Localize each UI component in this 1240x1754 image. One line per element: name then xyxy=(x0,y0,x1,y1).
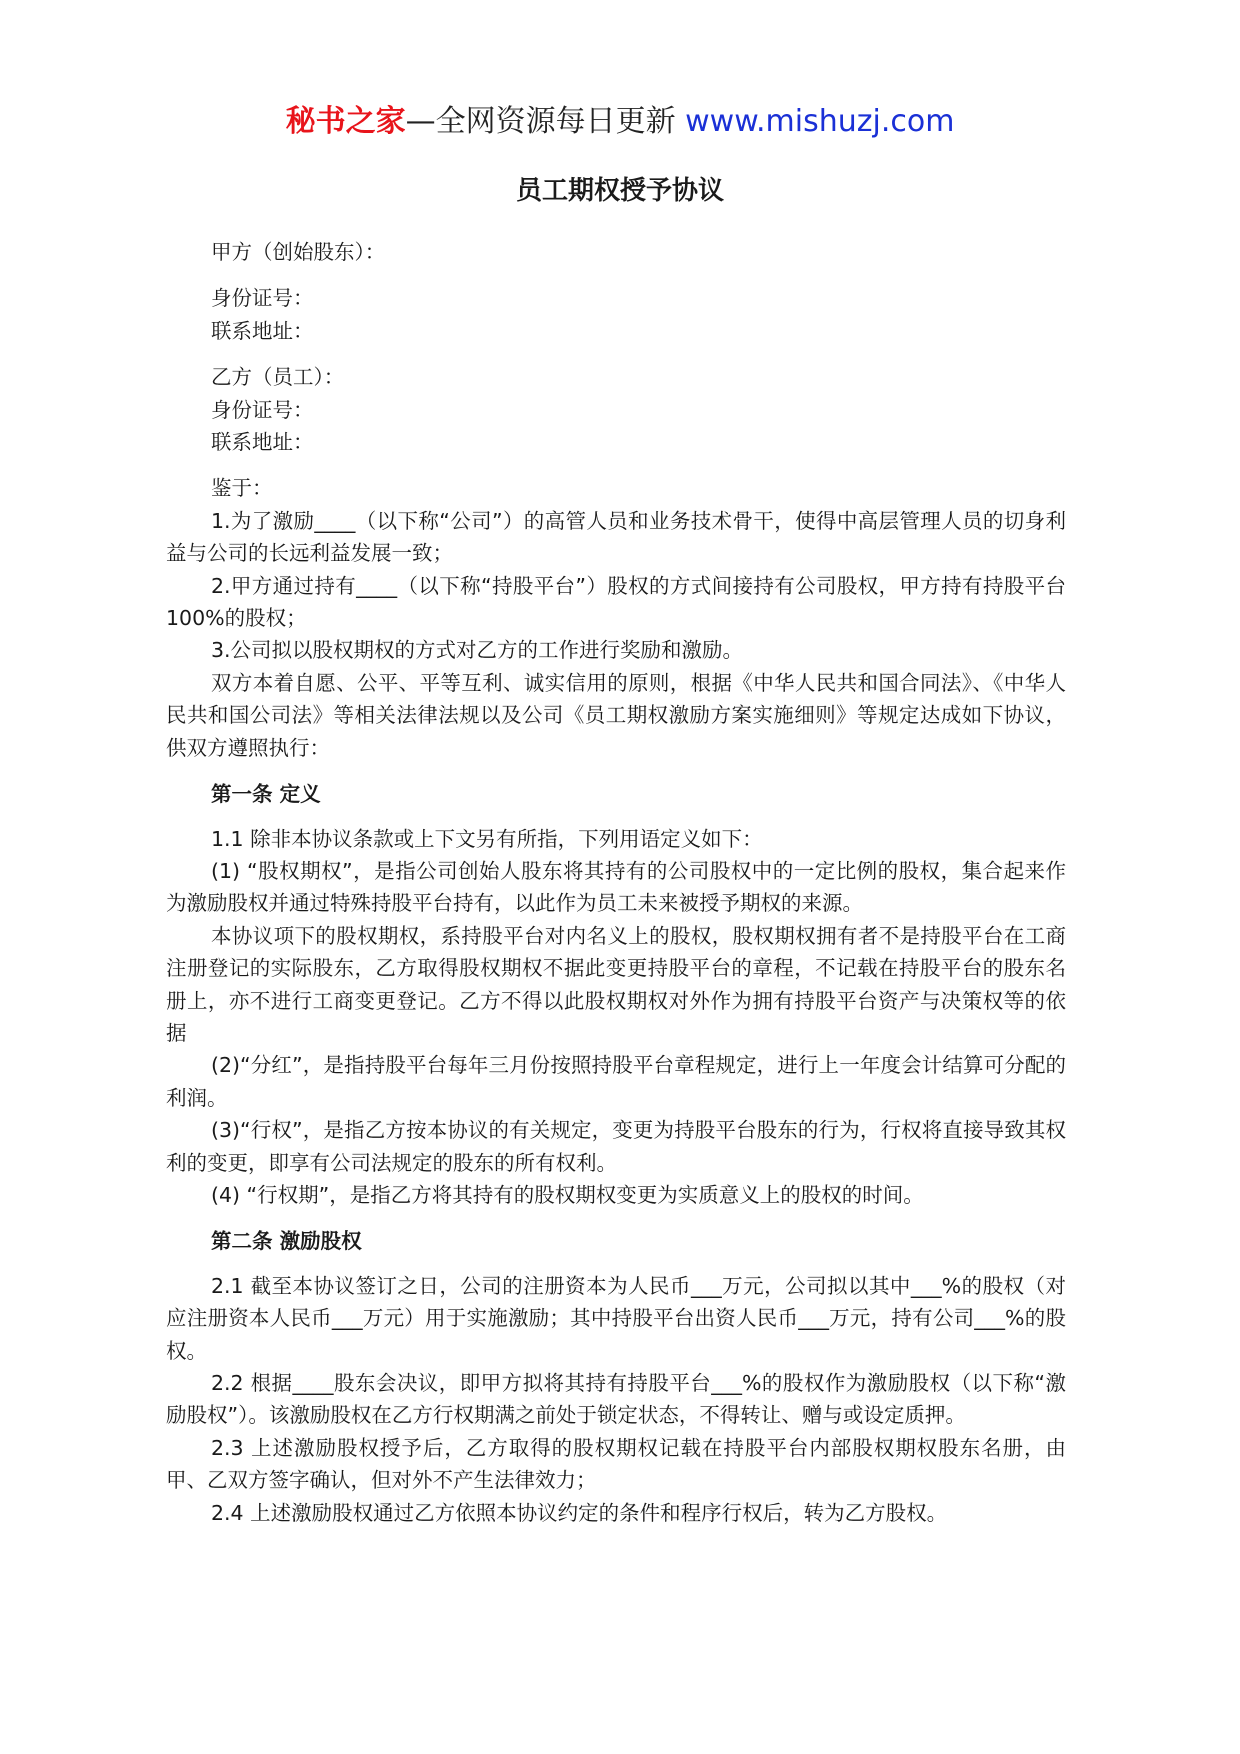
site-url-link[interactable]: www.mishuzj.com xyxy=(685,104,955,139)
article-2-clause: 2.4 上述激励股权通过乙方依照本协议约定的条件和程序行权后，转为乙方股权。 xyxy=(211,1500,948,1525)
article-1-clause: (3)“行权”，是指乙方按本协议的有关规定，变更为持股平台股东的行为，行权将直接导致其权利的变更，即享有公司法规定的股东的所有权利。 xyxy=(166,1118,1066,1175)
article-1-clause: 1.1 除非本协议条款或上下文另有所指，下列用语定义如下： xyxy=(211,826,763,851)
recital-closing: 双方本着自愿、公平、平等互利、诚实信用的原则，根据《中华人民共和国合同法》、《中华人民共和国公司法》等相关法律法规以及公司《员工期权激励方案实施细则》等规定达成如下协议，供双方遵照执行： xyxy=(166,670,1066,760)
party-a-address: 联系地址： xyxy=(211,318,314,343)
recital-item: 3.公司拟以股权期权的方式对乙方的工作进行奖励和激励。 xyxy=(211,638,744,663)
article-1-clause: (1) “股权期权”，是指公司创始人股东将其持有的公司股权中的一定比例的股权，集合起来作为激励股权并通过特殊持股平台持有，以此作为员工未来被授予期权的来源。 xyxy=(166,858,1066,916)
article-1-heading: 第一条 定义 xyxy=(211,782,321,807)
document-title: 员工期权授予协议 xyxy=(515,176,724,206)
document-body xyxy=(166,236,1066,1529)
article-1-clause: (2)“分红”，是指持股平台每年三月份按照持股平台章程规定，进行上一年度会计结算可分配的利润。 xyxy=(166,1053,1066,1110)
party-a-label: 甲方（创始股东）： xyxy=(211,240,386,264)
article-2-heading: 第二条 激励股权 xyxy=(211,1229,362,1254)
site-header xyxy=(0,100,1240,144)
recital-item: 1.为了激励____（以下称“公司”）的高管人员和业务技术骨干，使得中高层管理人员的切身利益与公司的长远利益发展一致； xyxy=(166,508,1066,566)
site-slogan: —全网资源每日更新 xyxy=(405,104,686,139)
recital-item: 2.甲方通过持有____（以下称“持股平台”）股权的方式间接持有公司股权，甲方持有持股平台 100%的股权； xyxy=(166,573,1066,631)
party-b-label: 乙方（员工）： xyxy=(211,365,345,390)
article-2-clause: 2.2 根据____股东会决议，即甲方拟将其持有持股平台___%的股权作为激励股权（以下称“激励股权”）。该激励股权在乙方行权期满之前处于锁定状态，不得转让、赠与或设定质押。 xyxy=(166,1371,1066,1428)
party-b-id: 身份证号： xyxy=(211,397,314,422)
recitals-intro: 鉴于： xyxy=(211,476,273,501)
site-brand: 秘书之家 xyxy=(285,104,406,139)
article-1-clause: 本协议项下的股权期权，系持股平台对内名义上的股权，股权期权拥有者不是持股平台在工商注册登记的实际股东，乙方取得股权期权不据此变更持股平台的章程，不记载在持股平台的股东名册上，亦不进行工商变更登记。乙方不得以此股权期权对外作为拥有持股平台资产与决策权等的依据 xyxy=(166,923,1066,1045)
article-2-clause: 2.3 上述激励股权授予后，乙方取得的股权期权记载在持股平台内部股权期权股东名册，由甲、乙双方签字确认，但对外不产生法律效力； xyxy=(166,1435,1066,1493)
article-1-clause: (4) “行权期”，是指乙方将其持有的股权期权变更为实质意义上的股权的时间。 xyxy=(211,1182,924,1207)
party-b-address: 联系地址： xyxy=(211,430,314,455)
article-2-clause: 2.1 截至本协议签订之日，公司的注册资本为人民币___万元，公司拟以其中___%的股权（对应注册资本人民币___万元）用于实施激励；其中持股平台出资人民币___万元，持有公司___%的股权。 xyxy=(166,1273,1066,1363)
party-a-id: 身份证号： xyxy=(211,286,314,311)
